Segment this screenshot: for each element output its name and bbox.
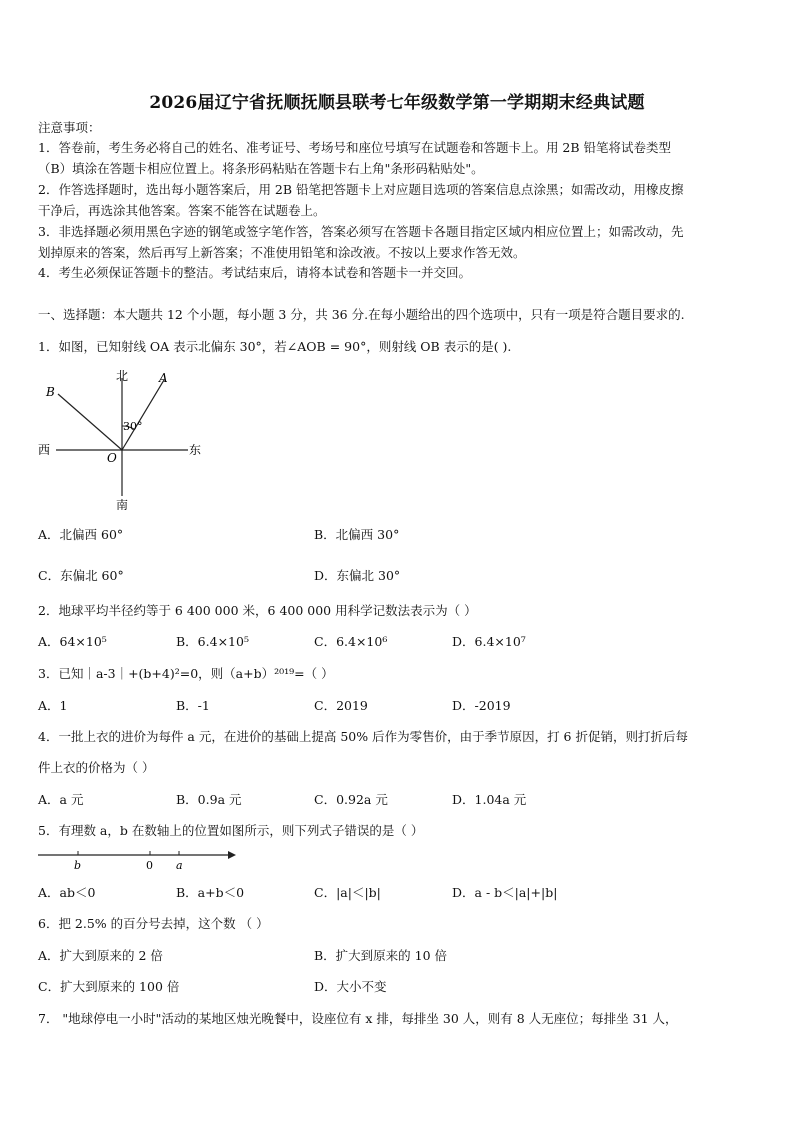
- question-2-stem: 2．地球平均半径约等于 6 400 000 米，6 400 000 用科学记数法表示为（ ）: [38, 603, 477, 618]
- q3-option-a: A．1: [38, 698, 68, 713]
- section-heading: 一、选择题：本大题共 12 个小题，每小题 3 分，共 36 分.在每小题给出的四个选项中，只有一项是符合题目要求的.: [38, 307, 685, 322]
- q3-option-d: D．-2019: [452, 698, 511, 713]
- label-a: a: [176, 859, 183, 872]
- label-b: b: [74, 859, 82, 872]
- q4-option-b: B．0.9a 元: [176, 792, 242, 807]
- q2-option-a: A．64×10⁵: [38, 634, 107, 649]
- q4-option-c: C．0.92a 元: [314, 792, 388, 807]
- question-5-stem: 5．有理数 a，b 在数轴上的位置如图所示，则下列式子错误的是（ ）: [38, 823, 424, 838]
- q5-option-d: D．a - b＜|a|+|b|: [452, 885, 558, 900]
- question-6-stem: 6．把 2.5% 的百分号去掉，这个数 （ ）: [38, 916, 269, 931]
- label-angle: 30°: [123, 420, 143, 433]
- notice-line: 干净后，再选涂其他答案。答案不能答在试题卷上。: [38, 203, 326, 218]
- q3-option-b: B．-1: [176, 698, 210, 713]
- notice-line: （B）填涂在答题卡相应位置上。将条形码粘贴在答题卡右上角"条形码粘贴处"。: [38, 161, 484, 176]
- q6-option-a: A．扩大到原来的 2 倍: [38, 948, 163, 963]
- q2-option-d: D．6.4×10⁷: [452, 634, 526, 649]
- q1-option-a: A．北偏西 60°: [38, 527, 124, 542]
- q6-option-c: C．扩大到原来的 100 倍: [38, 979, 180, 994]
- q3-option-c: C．2019: [314, 698, 368, 713]
- notice-line: 3．非选择题必须用黑色字迹的钢笔或签字笔作答，答案必须写在答题卡各题目指定区域内相应位置上；如需改动，先: [38, 224, 684, 239]
- question-4-stem-line1: 4．一批上衣的进价为每件 a 元，在进价的基础上提高 50% 后作为零售价，由于季节原因，打 6 折促销，则打折后每: [38, 729, 688, 744]
- label-east: 东: [189, 443, 202, 457]
- question-4-stem-line2: 件上衣的价格为（ ）: [38, 760, 155, 775]
- q4-option-a: A．a 元: [38, 792, 84, 807]
- q6-option-b: B．扩大到原来的 10 倍: [314, 948, 448, 963]
- number-line-arrow: [228, 851, 236, 859]
- label-o: O: [107, 451, 117, 465]
- q5-option-c: C．|a|＜|b|: [314, 885, 381, 900]
- question-1-stem: 1．如图，已知射线 OA 表示北偏东 30°，若∠AOB = 90°，则射线 OB 表示的是( ).: [38, 339, 512, 354]
- ray-ob: [58, 394, 122, 450]
- q4-option-d: D．1.04a 元: [452, 792, 527, 807]
- label-b: B: [46, 385, 55, 399]
- label-south: 南: [116, 498, 129, 512]
- label-west: 西: [38, 443, 51, 457]
- label-zero: 0: [146, 859, 153, 872]
- page-title: 2026届辽宁省抚顺抚顺县联考七年级数学第一学期期末经典试题: [149, 93, 645, 113]
- notice-line: 1．答卷前，考生务必将自己的姓名、准考证号、考场号和座位号填写在试题卷和答题卡上。用 2B 铅笔将试卷类型: [38, 140, 672, 155]
- q2-option-c: C．6.4×10⁶: [314, 634, 388, 649]
- label-north: 北: [116, 369, 129, 383]
- notice-heading: 注意事项：: [38, 120, 101, 135]
- ray-oa: [122, 380, 164, 450]
- label-a: A: [159, 371, 168, 385]
- notice-line: 2．作答选择题时，选出每小题答案后，用 2B 铅笔把答题卡上对应题目选项的答案信息点涂黑；如需改动，用橡皮擦: [38, 182, 684, 197]
- notice-line: 4．考生必须保证答题卡的整洁。考试结束后，请将本试卷和答题卡一并交回。: [38, 265, 471, 280]
- number-line: [36, 846, 246, 874]
- q6-option-d: D．大小不变: [314, 979, 387, 994]
- q1-option-c: C．东偏北 60°: [38, 568, 124, 583]
- notice-line: 划掉原来的答案，然后再写上新答案；不准使用铅笔和涂改液。不按以上要求作答无效。: [38, 245, 526, 260]
- q1-option-b: B．北偏西 30°: [314, 527, 400, 542]
- q2-option-b: B．6.4×10⁵: [176, 634, 249, 649]
- question-7-stem: 7． "地球停电一小时"活动的某地区烛光晚餐中，设座位有 x 排，每排坐 30 人，则有 8 人无座位；每排坐 31 人，: [38, 1011, 678, 1026]
- q1-option-d: D．东偏北 30°: [314, 568, 401, 583]
- question-3-stem: 3．已知｜a-3｜+(b+4)²=0，则（a+b）²⁰¹⁹=（ ）: [38, 666, 334, 681]
- q5-option-b: B．a+b＜0: [176, 885, 245, 900]
- compass-diagram: [36, 364, 216, 516]
- q5-option-a: A．ab＜0: [38, 885, 96, 900]
